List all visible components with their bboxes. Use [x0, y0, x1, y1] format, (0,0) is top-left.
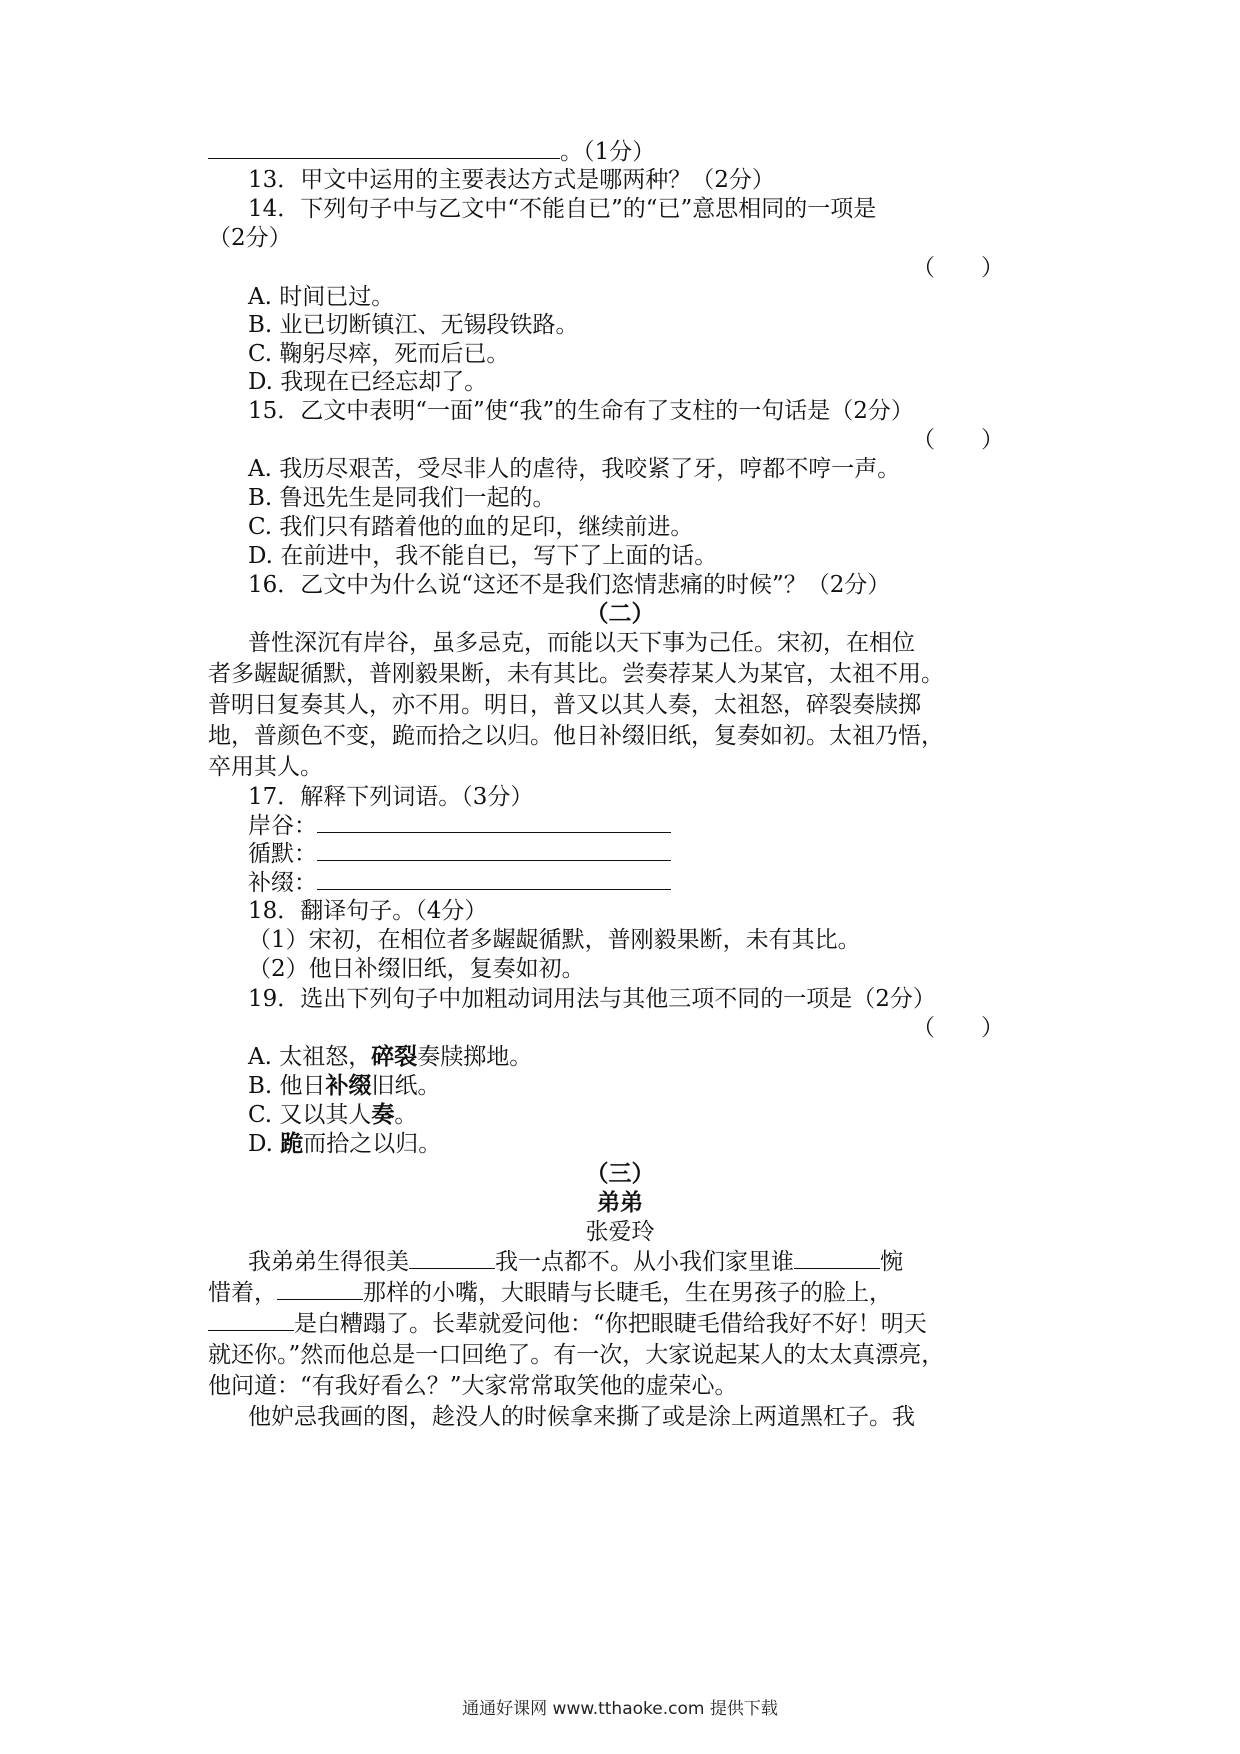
question-18-stem: 18．翻译句子。（4分）: [248, 898, 488, 924]
passage-2-line: 普性深沉有岸谷，虽多忌克，而能以天下事为己任。宋初，在相位: [248, 630, 915, 656]
question-14-score: （2分）: [208, 225, 292, 251]
question-16: 16．乙文中为什么说“这还不是我们恣情悲痛的时候”？（2分）: [248, 572, 891, 598]
passage-3-line: 我弟弟生得很美 我一点都不。从小我们家里谁 惋: [248, 1246, 903, 1278]
question-14-stem: 14．下列句子中与乙文中“不能自已”的“已”意思相同的一项是: [248, 196, 877, 222]
answer-blank[interactable]: [208, 136, 560, 159]
passage-2-line: 者多龌龊循默，普刚毅果断，未有其比。尝奏荐某人为某官，太祖不用。: [208, 661, 944, 687]
question-15-answer-bracket[interactable]: （ ）: [912, 427, 1004, 453]
q14-option-c: C. 鞠躬尽瘁，死而后已。: [248, 341, 510, 367]
passage-3-line: 就还你。”然而他总是一口回绝了。有一次，大家说起某人的太太真漂亮，: [208, 1342, 945, 1368]
question-19-answer-bracket[interactable]: （ ）: [912, 1015, 1004, 1041]
answer-blank[interactable]: [317, 810, 671, 833]
question-17-stem: 17．解释下列词语。（3分）: [248, 784, 534, 810]
q14-option-d: D. 我现在已经忘却了。: [248, 369, 488, 395]
q19-option-d: D. 跪而拾之以归。: [248, 1130, 442, 1157]
q17-term-row: 岸谷：: [248, 810, 671, 842]
passage-3-line: 他问道：“有我好看么？”大家常常取笑他的虚荣心。: [208, 1373, 738, 1399]
article-title: 弟弟: [597, 1189, 643, 1216]
question-14-answer-bracket[interactable]: （ ）: [912, 255, 1004, 281]
fill-blank[interactable]: [277, 1277, 363, 1300]
passage-3-line: 他妒忌我画的图，趁没人的时候拿来撕了或是涂上两道黑杠子。我: [248, 1404, 915, 1430]
q14-option-b: B. 业已切断镇江、无锡段铁路。: [248, 312, 579, 338]
fill-blank[interactable]: [208, 1308, 294, 1331]
q14-option-a: A. 时间已过。: [248, 284, 395, 310]
q19-option-c: C. 又以其人奏。: [248, 1101, 418, 1128]
answer-blank[interactable]: [317, 838, 671, 861]
fill-blank[interactable]: [409, 1246, 495, 1269]
q19-option-a: A. 太祖怒，碎裂奏牍掷地。: [248, 1043, 533, 1070]
passage-2-line: 普明日复奏其人，亦不用。明日，普又以其人奏，太祖怒，碎裂奏牍掷: [208, 692, 921, 718]
q15-option-c: C. 我们只有踏着他的血的足印，继续前进。: [248, 514, 694, 540]
question-15-stem: 15．乙文中表明“一面”使“我”的生命有了支柱的一句话是（2分）: [248, 398, 914, 424]
q17-term-row: 补缀：: [248, 867, 671, 899]
q17-term-row: 循默：: [248, 838, 671, 870]
passage-3-line: 是白糟蹋了。长辈就爱问他：“你把眼睫毛借给我好不好！明天: [208, 1308, 927, 1340]
q15-option-a: A. 我历尽艰苦，受尽非人的虐待，我咬紧了牙，哼都不哼一声。: [248, 456, 901, 482]
page-footer: 通通好课网 www.tthaoke.com 提供下载: [462, 1699, 778, 1719]
q15-option-b: B. 鲁迅先生是同我们一起的。: [248, 485, 556, 511]
fill-blank[interactable]: [794, 1246, 880, 1269]
q19-option-b: B. 他日补缀旧纸。: [248, 1072, 441, 1099]
q15-option-d: D. 在前进中，我不能自已，写下了上面的话。: [248, 543, 718, 569]
section-2-heading: （二）: [585, 600, 655, 627]
passage-2-line: 地，普颜色不变，跪而拾之以归。他日补缀旧纸，复奏如初。太祖乃悟，: [208, 723, 944, 749]
q18-item: （1）宋初，在相位者多龌龊循默，普刚毅果断，未有其比。: [248, 927, 861, 953]
question-19-stem: 19．选出下列句子中加粗动词用法与其他三项不同的一项是（2分）: [248, 986, 936, 1012]
passage-2-line: 卒用其人。: [208, 754, 323, 780]
question-13: 13．甲文中运用的主要表达方式是哪两种？（2分）: [248, 167, 775, 193]
article-author: 张爱玲: [585, 1219, 655, 1245]
answer-blank[interactable]: [317, 867, 671, 890]
q18-item: （2）他日补缀旧纸，复奏如初。: [248, 956, 585, 982]
section-3-heading: （三）: [585, 1160, 655, 1187]
answer-line-top: 。（1分）: [208, 136, 655, 168]
passage-3-line: 惜着， 那样的小嘴，大眼睛与长睫毛，生在男孩子的脸上，: [208, 1277, 892, 1309]
